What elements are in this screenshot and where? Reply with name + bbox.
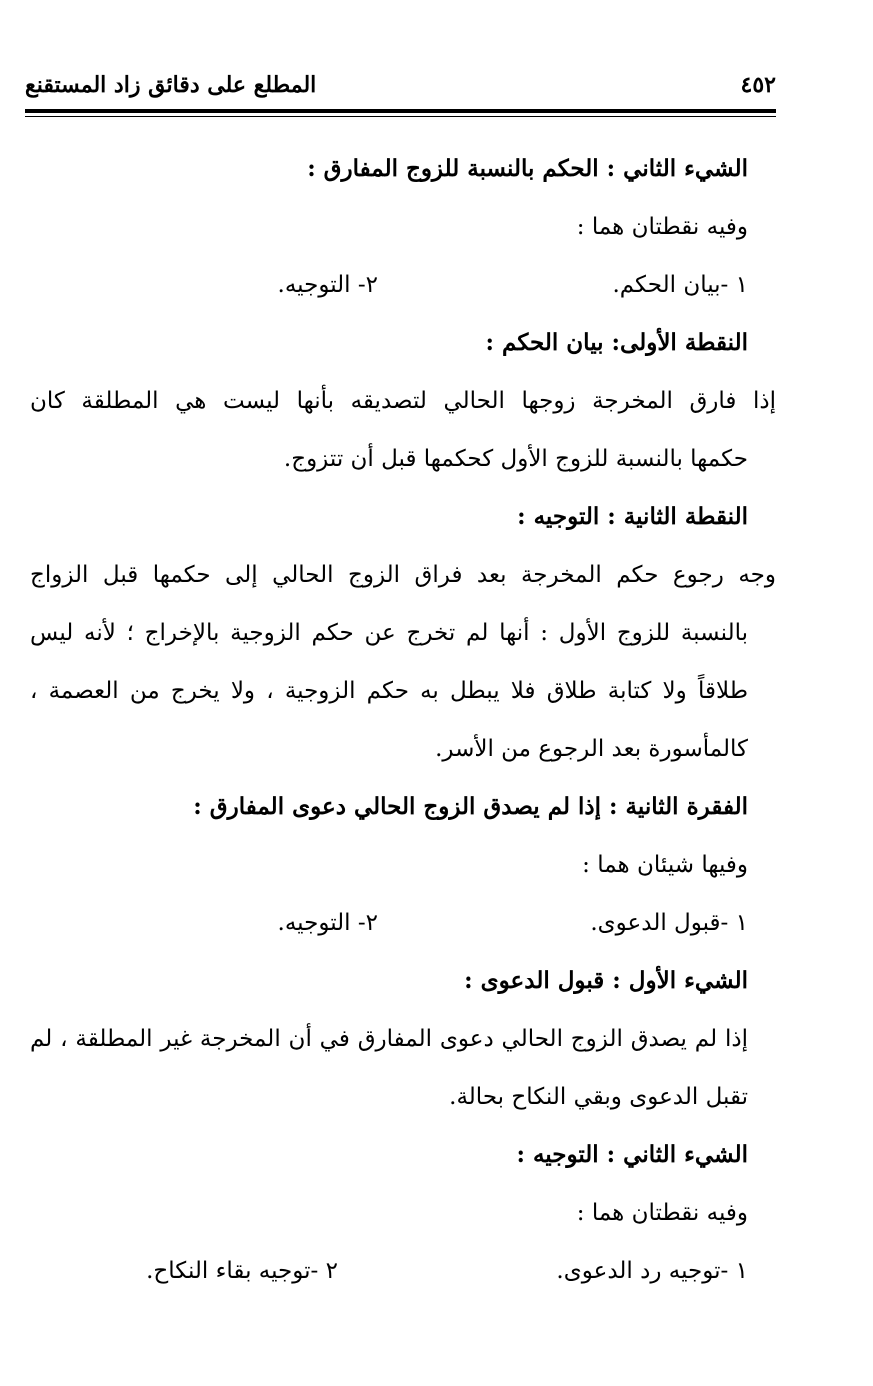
paragraph-line: كالمأسورة بعد الرجوع من الأسر.	[435, 736, 748, 762]
list-item: ١ -قبول الدعوى.	[590, 910, 748, 936]
paragraph-line: وفيها شيئان هما :	[582, 852, 748, 878]
paragraph-line: وجه رجوع حكم المخرجة بعد فراق الزوج الحالي إلى حكمها قبل الزواج	[30, 562, 776, 588]
body-text	[30, 140, 776, 1300]
subheading: الشيء الأول : قبول الدعوى :	[464, 967, 748, 994]
subheading: الفقرة الثانية : إذا لم يصدق الزوج الحالي دعوى المفارق :	[193, 793, 748, 820]
header-rule-thick	[25, 109, 776, 113]
list-item: ٢- التوجيه.	[277, 272, 378, 298]
paragraph-line: وفيه نقطتان هما :	[576, 1200, 748, 1226]
running-header	[25, 72, 776, 112]
subheading: النقطة الثانية : التوجيه :	[517, 503, 748, 530]
subheading: النقطة الأولى: بيان الحكم :	[485, 329, 748, 356]
paragraph-line: إذا لم يصدق الزوج الحالي دعوى المفارق في أن المخرجة غير المطلقة ، لم	[30, 1026, 748, 1052]
paragraph-line: بالنسبة للزوج الأول : أنها لم تخرج عن حكم الزوجية بالإخراج ؛ لأنه ليس	[30, 620, 748, 646]
header-rule-thin	[25, 116, 776, 117]
paragraph-line: إذا فارق المخرجة زوجها الحالي لتصديقه بأنها ليست هي المطلقة كان	[30, 388, 776, 414]
list-item: ٢ -توجيه بقاء النكاح.	[146, 1258, 338, 1284]
paragraph-line: وفيه نقطتان هما :	[576, 214, 748, 240]
paragraph-line: حكمها بالنسبة للزوج الأول كحكمها قبل أن تتزوج.	[283, 446, 748, 472]
list-row	[30, 894, 748, 952]
list-item: ٢- التوجيه.	[277, 910, 378, 936]
book-title: المطلع على دقائق زاد المستقنع	[25, 72, 317, 98]
paragraph-line: تقبل الدعوى وبقي النكاح بحالة.	[449, 1084, 748, 1110]
paragraph-line: طلاقاً ولا كتابة طلاق فلا يبطل به حكم الزوجية ، ولا يخرج من العصمة ،	[30, 678, 748, 704]
list-row	[30, 1242, 748, 1300]
list-item: ١ -بيان الحكم.	[612, 272, 748, 298]
page-number: ٤٥٢	[740, 72, 776, 98]
list-item: ١ -توجيه رد الدعوى.	[556, 1258, 748, 1284]
subheading: الشيء الثاني : التوجيه :	[516, 1141, 748, 1168]
list-row	[30, 256, 748, 314]
subheading: الشيء الثاني : الحكم بالنسبة للزوج المفارق :	[307, 155, 748, 182]
